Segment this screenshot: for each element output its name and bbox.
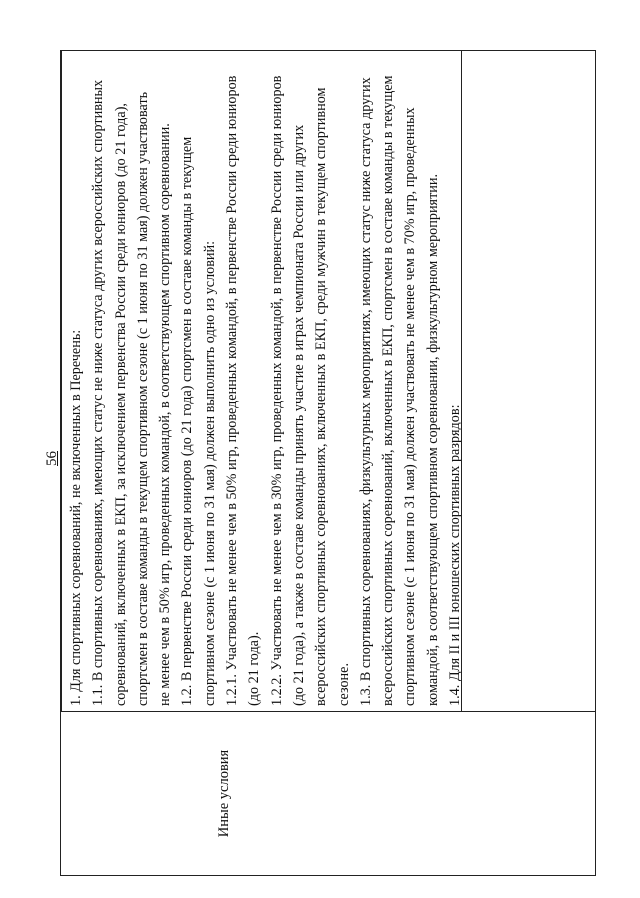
- text-line: 1.2. В первенстве России среди юниоров (до 21 года) спортсмен в составе команды в текущем: [179, 136, 196, 706]
- text-line: спортивном сезоне (с 1 июня по 31 мая) должен участвовать не менее чем в 70% игр, проведенных: [402, 107, 419, 706]
- text-line: 1.4. Для II и III юношеских спортивных разрядов:: [447, 404, 464, 706]
- text-line: сезоне.: [335, 663, 352, 706]
- table-right-column: [61, 51, 595, 711]
- text-line: спортсмен в составе команды в текущем спортивном сезоне (с 1 июня по 31 мая) должен участвовать: [134, 91, 151, 706]
- text-line: 1.1. В спортивных соревнованиях, имеющих статус не ниже статуса других всероссийских спортивных: [90, 79, 107, 706]
- text-line: всероссийских спортивных соревнований, включенных в ЕКП, спортсмен в составе команды в текущем: [380, 75, 397, 706]
- conditions-table: [60, 50, 596, 876]
- left-column-label: Иные условия: [216, 749, 232, 838]
- text-line: 1. Для спортивных соревнований, не включенных в Перечень:: [68, 329, 84, 706]
- table-left-column: [61, 711, 595, 875]
- text-line: не менее чем в 50% игр, проведенных командой, в соответствующем спортивном соревновании.: [157, 123, 174, 706]
- text-line: командой, в соответствующем спортивном соревновании, физкультурном мероприятии.: [424, 173, 441, 706]
- text-line: (до 21 года), а также в составе команды принять участие в играх чемпионата России или других: [290, 124, 307, 706]
- text-line: соревнований, включенных в ЕКП, за исключением первенства России среди юниоров (до 21 года),: [112, 103, 129, 706]
- text-line: всероссийских спортивных соревнованиях, включенных в ЕКП, среди мужчин в текущем спортивном: [313, 87, 330, 706]
- conditions-text: [65, 59, 466, 706]
- page-number: 56: [44, 451, 60, 466]
- text-line: спортивном сезоне (с 1 июня по 31 мая) должен выполнить одно из условий:: [201, 240, 218, 706]
- text-line: 1.2.1. Участвовать не менее чем в 50% игр, проведенных командой, в первенстве России среди юниоров: [224, 75, 241, 706]
- text-line: (до 21 года).: [246, 631, 263, 706]
- top-rule: [61, 51, 62, 711]
- bottom-rule: [461, 51, 462, 711]
- text-line: 1.2.2. Участвовать не менее чем в 30% игр, проведенных командой, в первенстве России среди юниоров: [268, 75, 285, 706]
- text-line: 1.3. В спортивных соревнованиях, физкультурных мероприятиях, имеющих статус ниже статуса других: [357, 77, 374, 706]
